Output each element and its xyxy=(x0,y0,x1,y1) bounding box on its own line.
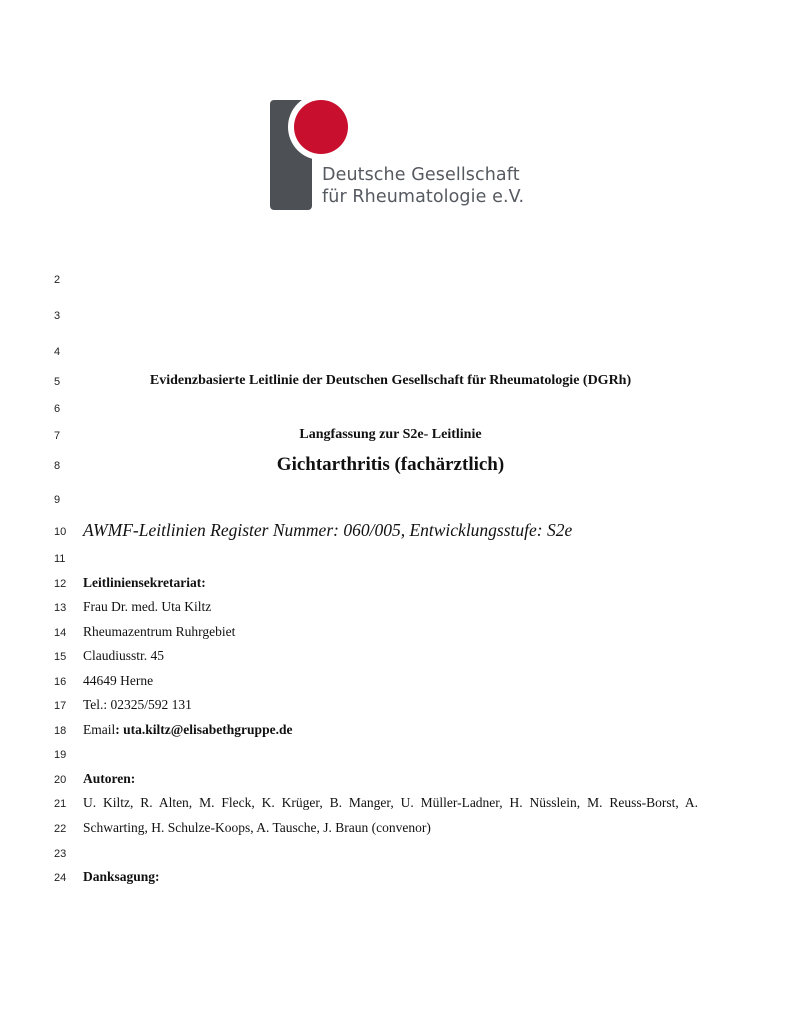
line-number: 14 xyxy=(54,627,67,639)
secretariat-name: Frau Dr. med. Uta Kiltz xyxy=(83,599,212,614)
line-number: 11 xyxy=(54,553,66,565)
document-subheading: Langfassung zur S2e- Leitlinie xyxy=(299,427,482,442)
document-title: Gichtarthritis (fachärztlich) xyxy=(276,454,505,475)
logo-line-1: Deutsche Gesellschaft xyxy=(322,165,520,185)
line-number: 21 xyxy=(54,798,67,810)
line-number: 6 xyxy=(54,403,61,415)
secretariat-label: Leitliniensekretariat: xyxy=(83,575,206,590)
email-link[interactable]: : uta.kiltz@elisabethgruppe.de xyxy=(115,722,293,737)
line-number: 8 xyxy=(54,460,61,472)
line-number: 24 xyxy=(54,872,67,884)
email-label: Email xyxy=(83,722,116,737)
line-number: 13 xyxy=(54,602,67,614)
secretariat-email xyxy=(83,722,292,738)
authors-line-1: U. Kiltz, R. Alten, M. Fleck, K. Krüger, B. Manger, U. Müller-Ladner, H. Nüsslein, M. Reuss-Borst, A. xyxy=(83,795,698,810)
register-number: AWMF-Leitlinien Register Nummer: 060/005, Entwicklungsstufe: S2e xyxy=(83,520,573,540)
logo-dot xyxy=(294,100,348,154)
authors-line-2: Schwarting, H. Schulze-Koops, A. Tausche, J. Braun (convenor) xyxy=(83,820,431,835)
line-number: 17 xyxy=(54,700,67,712)
line-number: 2 xyxy=(54,274,61,286)
logo-line-2: für Rheumatologie e.V. xyxy=(322,187,525,207)
logo-text xyxy=(322,164,524,208)
line-number: 7 xyxy=(54,430,61,442)
line-number: 19 xyxy=(54,749,67,761)
line-number: 5 xyxy=(54,376,61,388)
line-number: 12 xyxy=(54,578,67,590)
secretariat-institution: Rheumazentrum Ruhrgebiet xyxy=(83,624,236,639)
line-number: 15 xyxy=(54,651,67,663)
dgrh-logo xyxy=(270,94,525,212)
line-number: 22 xyxy=(54,823,67,835)
line-number: 18 xyxy=(54,725,67,737)
secretariat-city: 44649 Herne xyxy=(83,673,154,688)
secretariat-phone: Tel.: 02325/592 131 xyxy=(83,697,192,712)
line-number: 3 xyxy=(54,310,61,322)
secretariat-street: Claudiusstr. 45 xyxy=(83,648,165,663)
line-number: 16 xyxy=(54,676,67,688)
line-number: 4 xyxy=(54,346,61,358)
authors-label: Autoren: xyxy=(83,771,136,786)
line-number: 23 xyxy=(54,848,67,860)
line-number: 10 xyxy=(54,526,67,538)
document-heading: Evidenzbasierte Leitlinie der Deutschen Gesellschaft für Rheumatologie (DGRh) xyxy=(149,373,632,388)
acknowledgement-label: Danksagung: xyxy=(83,869,160,884)
line-number: 9 xyxy=(54,494,61,506)
line-number: 20 xyxy=(54,774,67,786)
